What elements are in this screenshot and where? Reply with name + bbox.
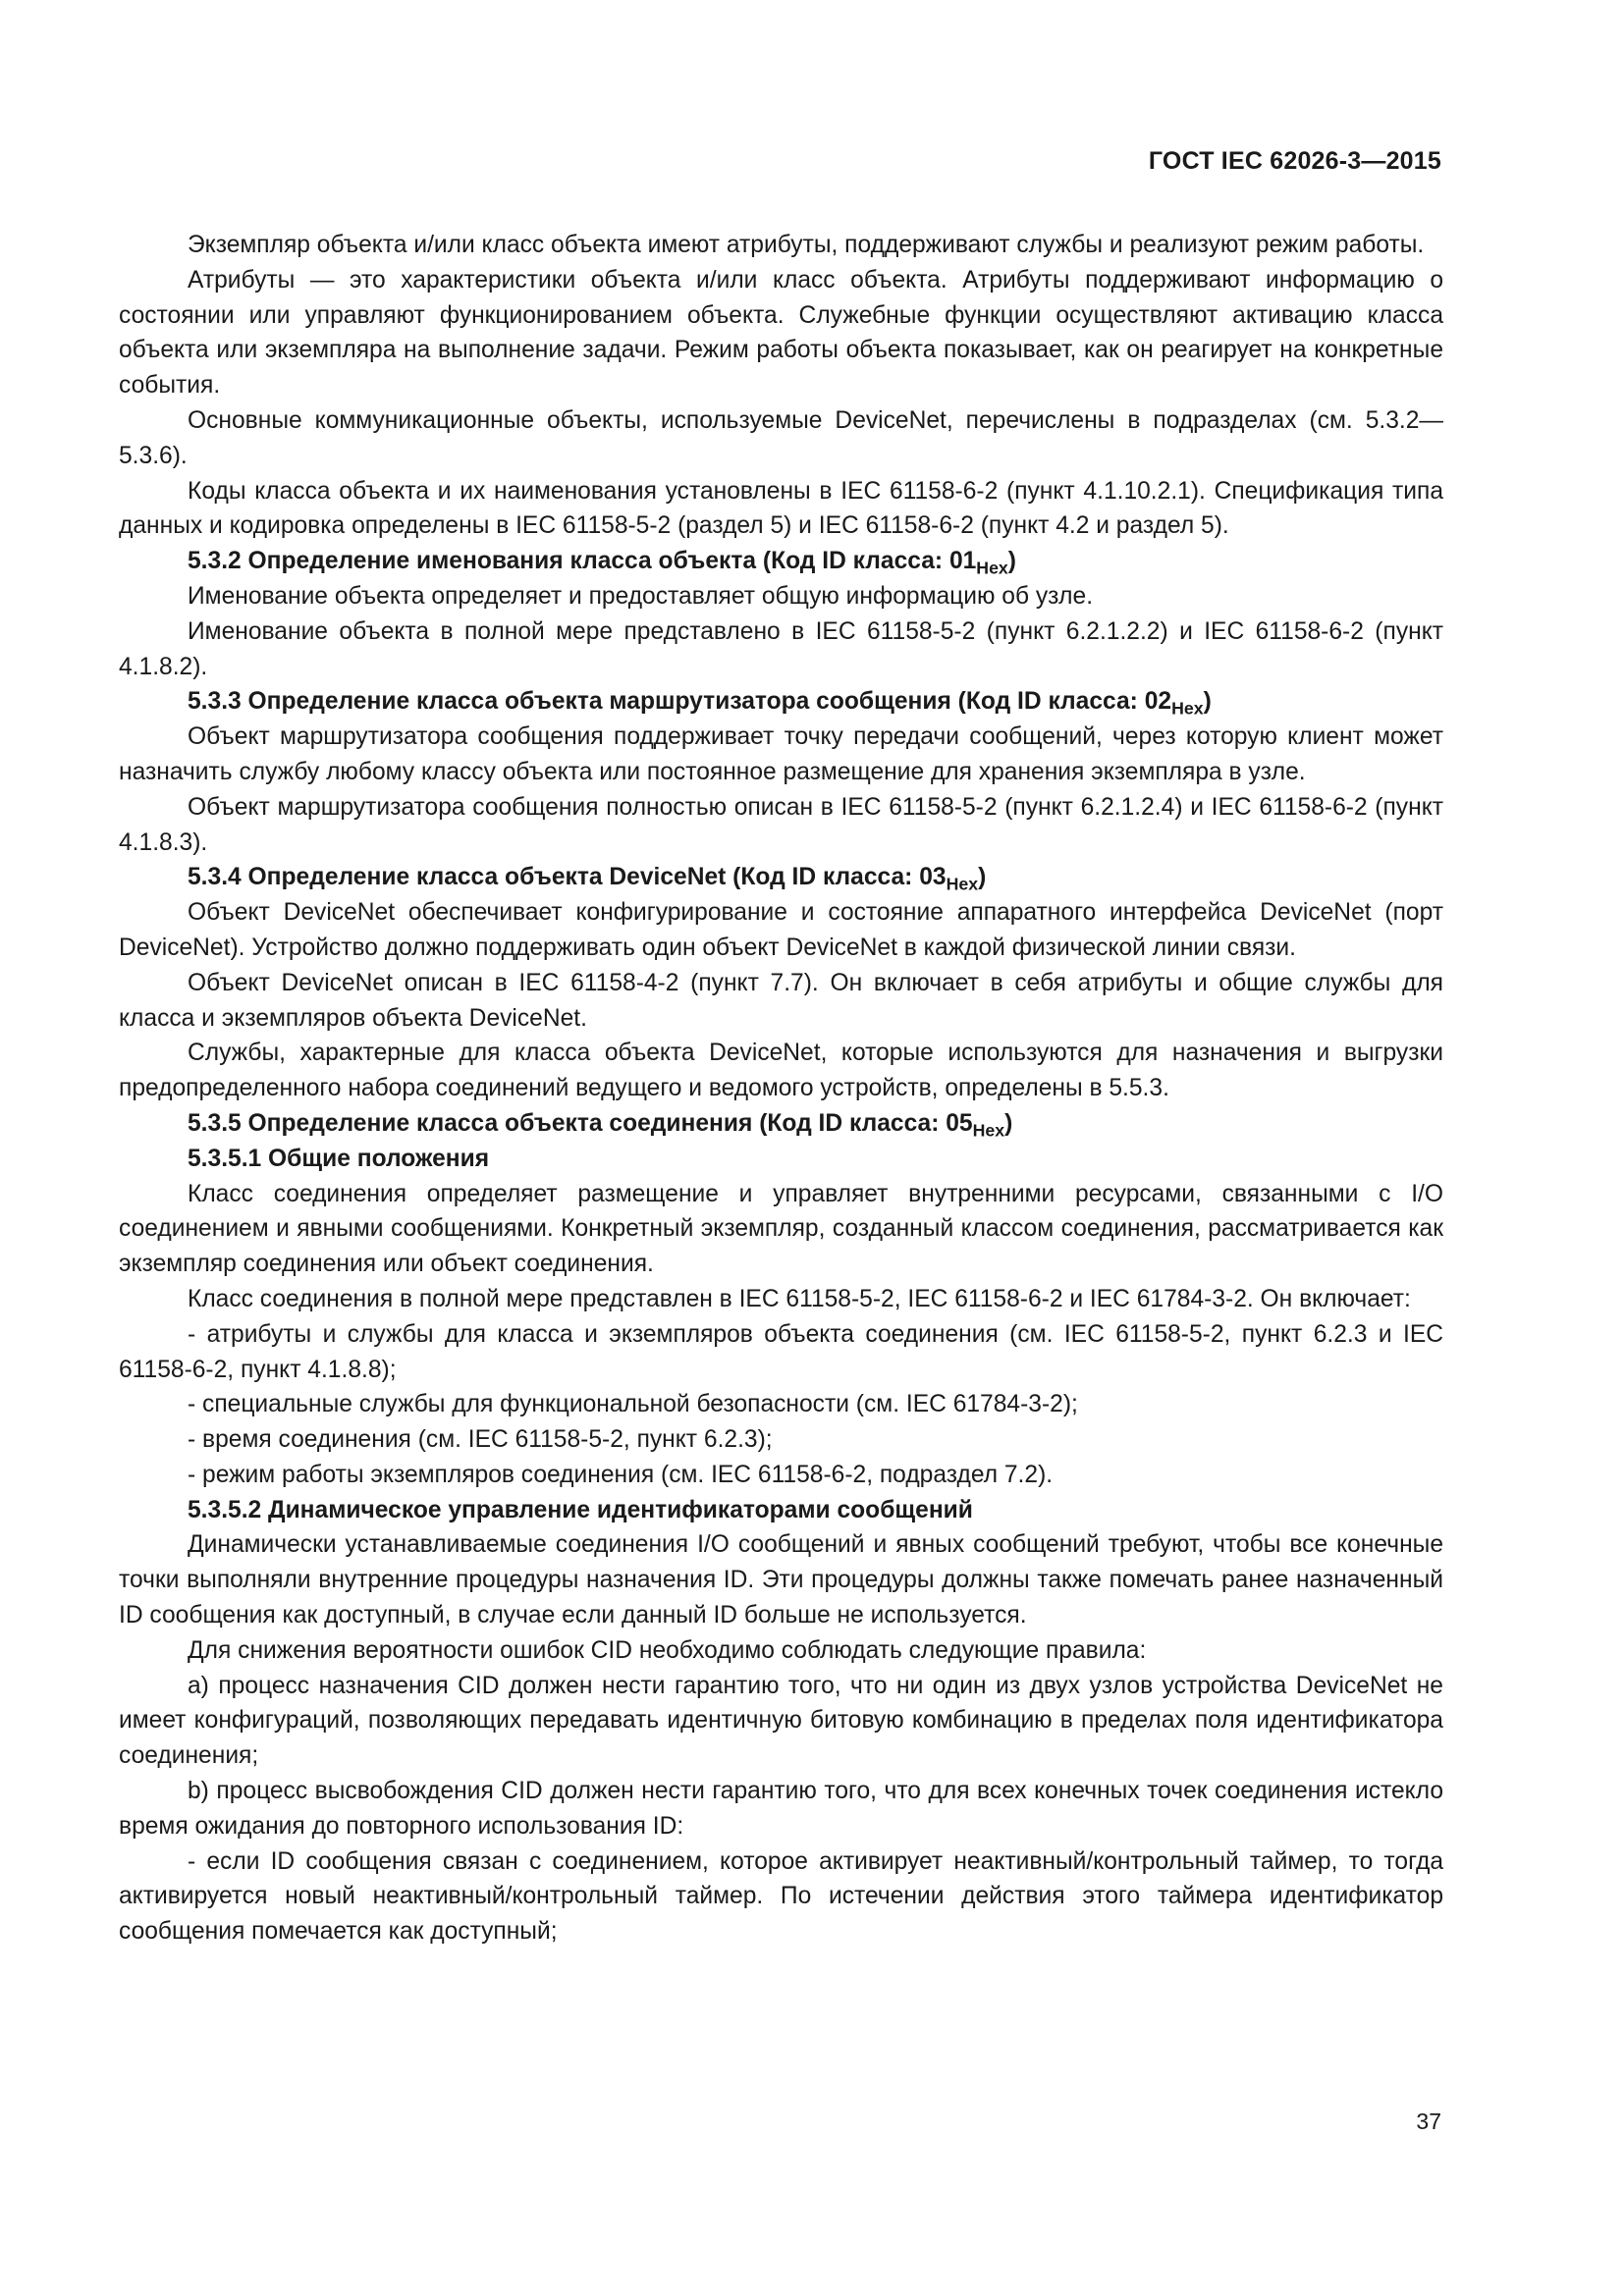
document-header: ГОСТ IEC 62026-3—2015 [1148,147,1441,175]
list-item: - режим работы экземпляров соединения (см. IEC 61158-6-2, подраздел 7.2). [188,1461,1054,1488]
section-heading-5-3-3 [119,684,1443,720]
list-item: b) процесс высвобождения CID должен нести гарантию того, что для всех конечных точек соединения истекло время ожидания до повторного использования ID: [119,1778,1443,1840]
page-number: 37 [1416,2109,1441,2134]
document-body [119,228,1443,1949]
paragraph: Объект DeviceNet обеспечивает конфигурирование и состояние аппаратного интерфейса DeviceNet (порт DeviceNet). Устройство должно поддерживать один объект DeviceNet в каждой физической линии связи. [119,899,1443,961]
paragraph: Класс соединения в полной мере представлен в IEC 61158-5-2, IEC 61158-6-2 и IEC 61784-3-2. Он включает: [188,1285,1411,1312]
heading-text-end: ) [1004,1109,1013,1137]
heading-subscript: Hex [1171,699,1204,720]
paragraph: Объект DeviceNet описан в IEC 61158-4-2 (пункт 7.7). Он включает в себя атрибуты и общие службы для класса и экземпляров объекта DeviceNet. [119,969,1443,1032]
paragraph: Экземпляр объекта и/или класс объекта имеют атрибуты, поддерживают службы и реализуют режим работы. [188,232,1425,258]
section-heading-5-3-5-1: 5.3.5.1 Общие положения [188,1145,490,1172]
section-heading-5-3-4 [119,860,1443,895]
list-item: - атрибуты и службы для класса и экземпляров объекта соединения (см. IEC 61158-5-2, пункт 6.2.3 и IEC 61158-6-2, пункт 4.1.8.8); [119,1320,1443,1383]
heading-text: 5.3.3 Определение класса объекта маршрутизатора сообщения (Код ID класса: 02 [188,688,1172,716]
paragraph: Именование объекта в полной мере представлено в IEC 61158-5-2 (пункт 6.2.1.2.2) и IEC 61158-6-2 (пункт 4.1.8.2). [119,617,1443,680]
paragraph: Объект маршрутизатора сообщения поддерживает точку передачи сообщений, через которую клиент может назначить службу любому классу объекта или постоянное размещение для хранения экземпляра в узле. [119,723,1443,785]
heading-text-end: ) [1203,688,1212,716]
heading-text-end: ) [978,864,987,891]
paragraph: Службы, характерные для класса объекта DeviceNet, которые используются для назначения и выгрузки предопределенного набора соединений ведущего и ведомого устройств, определены в 5.5.3. [119,1040,1443,1102]
list-item: - специальные службы для функциональной безопасности (см. IEC 61784-3-2); [188,1391,1078,1418]
paragraph: Именование объекта определяет и предоставляет общую информацию об узле. [188,582,1094,610]
section-heading-5-3-2 [119,544,1443,579]
paragraph: Основные коммуникационные объекты, используемые DeviceNet, перечислены в подразделах (см. 5.3.2—5.3.6). [119,406,1443,469]
list-item: - если ID сообщения связан с соединением, которое активирует неактивный/контрольный таймер, то тогда активируется новый неактивный/контрольный таймер. По истечении действия этого таймера идентификатор сообщения помечается как доступный; [119,1847,1443,1946]
paragraph: Атрибуты — это характеристики объекта и/или класс объекта. Атрибуты поддерживают информацию о состоянии или управляют функционированием объекта. Служебные функции осуществляют активацию класса объекта или экземпляра на выполнение задачи. Режим работы объекта показывает, как он реагирует на конкретные события. [119,266,1443,400]
paragraph: Класс соединения определяет размещение и управляет внутренними ресурсами, связанными с I/O соединением и явными сообщениями. Конкретный экземпляр, созданный классом соединения, рассматривается как экземпляр соединения или объект соединения. [119,1180,1443,1278]
paragraph: Коды класса объекта и их наименования установлены в IEC 61158-6-2 (пункт 4.1.10.2.1). Спецификация типа данных и кодировка определены в IEC 61158-5-2 (раздел 5) и IEC 61158-6-2 (пункт 4.2 и раздел 5). [119,477,1443,540]
heading-text: 5.3.5 Определение класса объекта соединения (Код ID класса: 05 [188,1109,973,1137]
heading-subscript: Hex [972,1120,1005,1141]
paragraph: Для снижения вероятности ошибок CID необходимо соблюдать следующие правила: [188,1636,1147,1664]
heading-subscript: Hex [946,875,979,894]
section-heading-5-3-5-2: 5.3.5.2 Динамическое управление идентификаторами сообщений [188,1496,973,1523]
heading-text: 5.3.4 Определение класса объекта DeviceNet (Код ID класса: 03 [188,864,947,891]
paragraph: Динамически устанавливаемые соединения I/O сообщений и явных сообщений требуют, чтобы все конечные точки выполняли внутренние процедуры назначения ID. Эти процедуры должны также помечать ранее назначенный ID сообщения как доступный, в случае если данный ID больше не используется. [119,1531,1443,1629]
heading-text: 5.3.2 Определение именования класса объекта (Код ID класса: 01 [188,548,977,575]
heading-subscript: Hex [976,558,1008,578]
section-heading-5-3-5 [119,1106,1443,1142]
list-item: - время соединения (см. IEC 61158-5-2, пункт 6.2.3); [188,1426,773,1454]
list-item: a) процесс назначения CID должен нести гарантию того, что ни один из двух узлов устройства DeviceNet не имеет конфигураций, позволяющих передавать идентичную битовую комбинацию в пределах поля идентификатора соединения; [119,1672,1443,1770]
paragraph: Объект маршрутизатора сообщения полностью описан в IEC 61158-5-2 (пункт 6.2.1.2.4) и IEC 61158-6-2 (пункт 4.1.8.3). [119,793,1443,856]
heading-text-end: ) [1007,548,1016,575]
